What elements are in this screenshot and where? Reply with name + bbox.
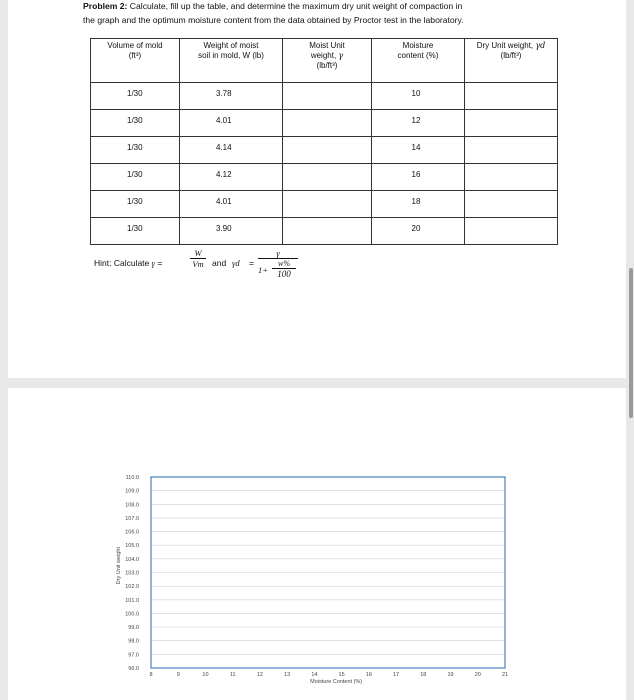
table-row bbox=[91, 164, 558, 191]
y-axis-label: Dry Unit weight bbox=[116, 547, 122, 585]
cell-moist-unit-weight[interactable] bbox=[283, 164, 372, 191]
table-row bbox=[91, 110, 558, 137]
cell-moist-unit-weight[interactable] bbox=[283, 218, 372, 245]
x-tick-label: 12 bbox=[256, 672, 263, 678]
y-tick-label: 103.0 bbox=[125, 570, 139, 577]
problem-statement bbox=[83, 0, 563, 27]
x-tick-label: 17 bbox=[393, 672, 400, 678]
y-tick-label: 100.0 bbox=[125, 611, 139, 618]
x-tick-label: 8 bbox=[149, 672, 153, 678]
y-tick-label: 101.0 bbox=[125, 597, 139, 604]
cell-dry-unit-weight[interactable] bbox=[465, 218, 558, 245]
problem-label: Problem 2: bbox=[83, 1, 128, 11]
proctor-data-table bbox=[90, 38, 558, 245]
header-moisture-content: Moisture content (%) bbox=[372, 39, 465, 83]
header-volume: Volume of mold (ft³) bbox=[91, 39, 180, 83]
x-tick-label: 14 bbox=[311, 672, 318, 678]
document-page-1 bbox=[8, 0, 626, 378]
table-row bbox=[91, 191, 558, 218]
x-tick-label: 9 bbox=[176, 672, 180, 678]
cell-moisture: 14 bbox=[372, 137, 465, 164]
cell-weight: 4.12 bbox=[180, 164, 283, 191]
table-header-row bbox=[91, 39, 558, 83]
header-dry-unit-weight: Dry Unit weight, γd (lb/ft³) bbox=[465, 39, 558, 83]
cell-moist-unit-weight[interactable] bbox=[283, 110, 372, 137]
header-weight: Weight of moist soil in mold, W (lb) bbox=[180, 39, 283, 83]
cell-weight: 3.78 bbox=[180, 83, 283, 110]
cell-moisture: 20 bbox=[372, 218, 465, 245]
cell-dry-unit-weight[interactable] bbox=[465, 191, 558, 218]
compaction-chart bbox=[8, 388, 626, 700]
hint-fraction-gamma-d: γ 1+ w% 100 bbox=[258, 248, 298, 291]
y-tick-label: 106.0 bbox=[125, 529, 139, 536]
header-moist-unit-weight: Moist Unit weight, γ (lb/ft³) bbox=[283, 39, 372, 83]
cell-volume: 1/30 bbox=[91, 218, 180, 245]
y-tick-label: 102.0 bbox=[125, 584, 139, 591]
y-tick-label: 97.0 bbox=[128, 652, 139, 659]
x-tick-label: 13 bbox=[284, 672, 291, 678]
problem-text-line1: Calculate, fill up the table, and determine the maximum dry unit weight of compaction in bbox=[127, 1, 463, 11]
problem-text-line2: the graph and the optimum moisture content from the data obtained by Proctor test in the laboratory. bbox=[83, 14, 464, 25]
hint-and: and bbox=[212, 258, 227, 268]
x-tick-label: 15 bbox=[338, 672, 345, 678]
y-tick-label: 104.0 bbox=[125, 556, 139, 563]
y-tick-label: 99.0 bbox=[128, 625, 139, 632]
cell-weight: 4.01 bbox=[180, 191, 283, 218]
scrollbar-track[interactable] bbox=[627, 0, 634, 700]
x-axis-label: Moisture Content (%) bbox=[310, 679, 363, 685]
x-tick-label: 16 bbox=[365, 672, 372, 678]
table-row bbox=[91, 218, 558, 245]
cell-weight: 4.14 bbox=[180, 137, 283, 164]
cell-weight: 3.90 bbox=[180, 218, 283, 245]
x-tick-label: 20 bbox=[474, 672, 481, 678]
cell-dry-unit-weight[interactable] bbox=[465, 164, 558, 191]
cell-moisture: 16 bbox=[372, 164, 465, 191]
cell-volume: 1/30 bbox=[91, 110, 180, 137]
table-row bbox=[91, 83, 558, 110]
x-tick-label: 11 bbox=[229, 672, 236, 678]
cell-moist-unit-weight[interactable] bbox=[283, 191, 372, 218]
cell-moist-unit-weight[interactable] bbox=[283, 83, 372, 110]
y-tick-label: 108.0 bbox=[125, 502, 139, 509]
x-tick-label: 21 bbox=[501, 672, 509, 678]
x-tick-label: 18 bbox=[420, 672, 427, 678]
hint-equals-2: = bbox=[249, 258, 254, 268]
hint-fraction-w-over-v: $\frac{W}{Vm}$ bbox=[190, 248, 206, 269]
y-tick-label: 107.0 bbox=[125, 515, 139, 522]
cell-volume: 1/30 bbox=[91, 164, 180, 191]
cell-dry-unit-weight[interactable] bbox=[465, 110, 558, 137]
hint-label: Hint: Calculate γ = bbox=[94, 258, 163, 268]
table-row bbox=[91, 137, 558, 164]
y-tick-label: 109.0 bbox=[125, 488, 139, 495]
cell-moist-unit-weight[interactable] bbox=[283, 137, 372, 164]
document-page-2 bbox=[8, 388, 626, 700]
y-tick-label: 110.0 bbox=[125, 475, 139, 481]
cell-moisture: 12 bbox=[372, 110, 465, 137]
cell-volume: 1/30 bbox=[91, 191, 180, 218]
cell-dry-unit-weight[interactable] bbox=[465, 137, 558, 164]
x-tick-label: 19 bbox=[447, 672, 454, 678]
cell-dry-unit-weight[interactable] bbox=[465, 83, 558, 110]
cell-moisture: 10 bbox=[372, 83, 465, 110]
cell-moisture: 18 bbox=[372, 191, 465, 218]
cell-volume: 1/30 bbox=[91, 137, 180, 164]
hint-gamma-d: γd bbox=[232, 258, 240, 268]
cell-volume: 1/30 bbox=[91, 83, 180, 110]
y-tick-label: 96.0 bbox=[128, 666, 139, 672]
x-tick-label: 10 bbox=[202, 672, 209, 678]
scrollbar-thumb[interactable] bbox=[629, 268, 633, 418]
cell-weight: 4.01 bbox=[180, 110, 283, 137]
y-tick-label: 98.0 bbox=[128, 638, 139, 645]
hint-formula bbox=[94, 248, 354, 298]
y-tick-label: 105.0 bbox=[125, 543, 139, 550]
